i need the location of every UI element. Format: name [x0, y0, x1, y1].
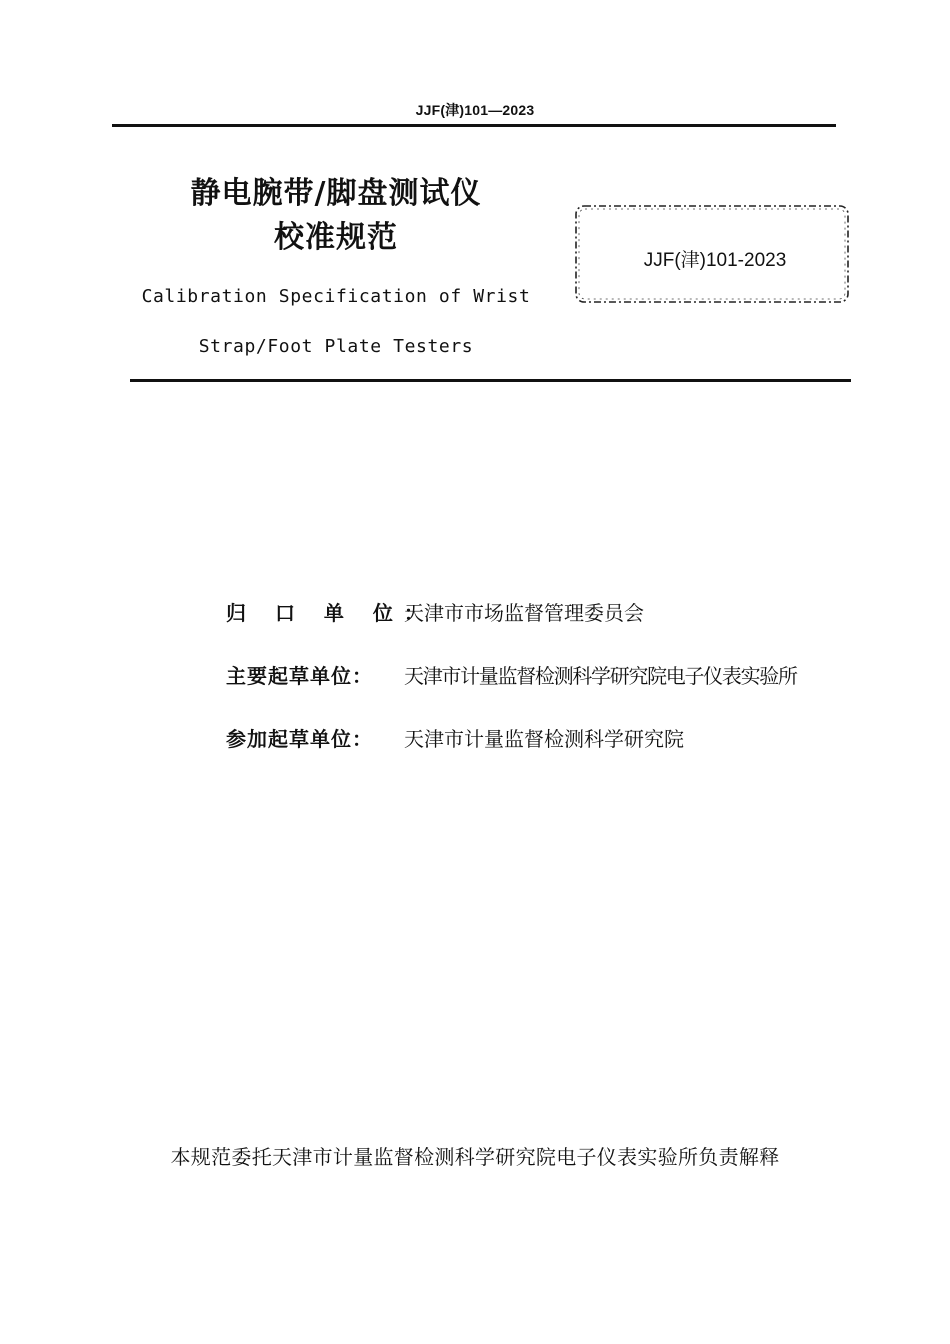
info-row-main-drafter [226, 654, 846, 694]
title-en-line-1: Calibration Specification of Wrist [141, 286, 531, 307]
info-value: 天津市计量监督检测科学研究院 [404, 726, 684, 751]
title-rule [130, 379, 851, 382]
interpretation-note: 本规范委托天津市计量监督检测科学研究院电子仪表实验所负责解释 [170, 1145, 780, 1169]
title-en-line-2: Strap/Foot Plate Testers [198, 336, 474, 357]
title-chinese [140, 172, 532, 260]
info-value: 天津市计量监督检测科学研究院电子仪表实验所 [404, 663, 797, 688]
info-row-co-drafter [226, 717, 846, 757]
info-row-authority [226, 591, 846, 631]
code-box-text: JJF(津)101-2023 [643, 249, 787, 271]
code-stamp-box [572, 202, 850, 304]
title-cn-line-2: 校准规范 [274, 220, 398, 255]
info-label: 参加起草单位： [226, 726, 373, 751]
header-code: JJF(津)101—2023 [415, 102, 535, 118]
title-cn-line-1: 静电腕带/脚盘测试仪 [190, 176, 482, 211]
header-rule [112, 124, 836, 127]
title-english [130, 272, 542, 372]
info-label: 归 口 单 位： [226, 600, 435, 625]
info-label: 主要起草单位： [226, 663, 373, 688]
info-value: 天津市市场监督管理委员会 [404, 600, 644, 625]
